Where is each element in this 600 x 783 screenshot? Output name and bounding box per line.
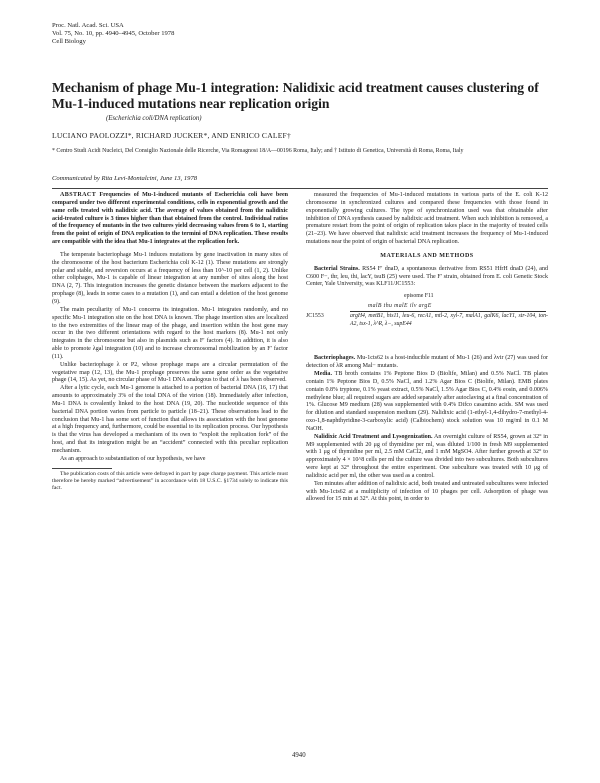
intro-paragraph-2: The main peculiarity of Mu-1 concerns its integration. Mu-1 integrates randomly, and no specific Mu-1 integration site on the host DNA is known. The phage insertion sites are localized to the two extremities of the linear map of the phage, and insertion within the host gene may occur in the two different orientations with regard to the host markers (8). Mu-1 not only integrates in the chromosome but also in plasmids such as F′ factors (4). In addition, it is also able to promote λgal integration (10) and to increase chromosomal mobilization by an F′ factor (11). [52, 306, 288, 360]
bacteriophages-lead: Bacteriophages. [314, 355, 356, 362]
nalidixic-lead: Nalidixic Acid Treatment and Lysogenization. [314, 433, 433, 440]
author-affiliation: * Centro Studi Acidi Nucleici, Del Consiglio Nazionale delle Ricerche, Via Romagnosi 18/A—00196 Roma, Italy; and † Istituto di Genetica, Università di Roma, Roma, Italy [52, 148, 464, 154]
map-genotype: argH4, metB1, his11, leu-6, recA1, mtl-2, xyl-7, malA1, galK6, lacY1, str-104, ton-A2, tsx-1, λ^R, λ−, supE44 [350, 313, 548, 327]
bacterial-strains-lead: Bacterial Strains. [314, 265, 360, 272]
nalidixic-text: An overnight culture of RS54, grown at 32° in M9 supplemented with 20 μg of thymidine per ml, was diluted 1/100 in fresh M9 supplemented with 1 μg of thymidine per ml, 2.5 mM CaCl2, and 1 mM MgSO4. After further growth at 32° to approximately 4 × 10^8 cells per ml the culture was divided into two subcultures. Both subcultures were kept at 32° throughout the entire experiment. One subculture was treated with 10 μg of nalidixic acid per ml, the other was used as a control. [306, 433, 548, 479]
bacteriophages-text: Mu-1cts62 is a host-inducible mutant of Mu-1 (26) and λvir (27) was used for detection of λR among Mal− mutants. [306, 355, 548, 370]
communicated-by: Communicated by Rita Levi-Montalcini, June 13, 1978 [52, 175, 198, 182]
bacterial-strains-paragraph [306, 266, 548, 290]
journal-name: Proc. Natl. Acad. Sci. USA [52, 22, 124, 29]
genetic-map [306, 293, 548, 349]
article-subtitle: (Escherichia coli/DNA replication) [106, 115, 202, 122]
journal-volume: Vol. 75, No. 10, pp. 4940–4945, October 1978 [52, 30, 175, 37]
nalidixic-continuation: Ten minutes after addition of nalidixic acid, both treated and untreated subcultures were infected with Mu-1cts62 at a multiplicity of infection of 10 phages per cell. Adsorption of phage was allowed for 15 min at 32°. At this point, in order to [306, 480, 548, 503]
header-divider [52, 188, 548, 189]
methods-heading: MATERIALS AND METHODS [380, 252, 474, 259]
left-column [52, 192, 288, 492]
footnote-divider [52, 468, 112, 469]
map-strain-label: JC1553 [306, 313, 324, 320]
intro-paragraph-4: After a lytic cycle, each Mu-1 genome is attached to a portion of bacterial DNA (16, 17) that amounts to approximately 3% of the total DNA of the virion (18). Immediately after infection, Mu-1 DNA is covalently linked to the host DNA (19, 20). The nucleotide sequence of this bacterial DNA portion varies from particle to particle (18–21). These observations lead to the conclusion that Mu-1 has some sort of function that allows its association with the host genome at a high frequency and, furthermore, could be essential to its replication process. Our hypothesis is that the virus has developed a mechanism of its own to “exploit the replication fork” of the host, and that its integration might be an “accident” connected with this peculiar replication mechanism. [52, 385, 288, 454]
publication-footnote: The publication costs of this article were defrayed in part by page charge payment. This article must therefore be hereby marked “advertisement” in accordance with 18 U.S.C. §1734 solely to indicate this fact. [52, 470, 288, 492]
intro-continuation: measured the frequencies of Mu-1-induced mutations in various parts of the E. coli K-12 chromosome in synchronized cultures and compared these frequencies with those found in exponentially growing cultures. The type of synchronization used was that obtainable after inhibition of DNA synthesis caused by nalidixic acid treatment. When such inhibition is removed, a premature restart from the point of origin of replication takes place in the majority of treated cells (21–23). We have observed that nalidixic acid treatment increases the frequency of Mu-1-induced mutations near the point of origin of bacterial DNA replication. [306, 192, 548, 246]
bacterial-strains-text: RS54 F′ dnaD, a spontaneous derivative from RS51 HfrH dnaD (24), and C600 F−, thr, leu, thi, lacY, tsuB (25) were used. The F′ strain, obtained from E. coli Genetic Stock Center, Yale University, was KLF11/JC1553: [306, 265, 548, 288]
journal-header [52, 22, 174, 46]
map-gene-labels: malB thu malE ilv argE [368, 303, 432, 310]
abstract-label: ABSTRACT [60, 192, 97, 198]
map-episome-label: episome F11 [404, 293, 434, 300]
intro-paragraph-3: Unlike bacteriophage λ or P2, whose prophage maps are a circular permutation of the vegetative map (12, 13), the Mu-1 prophage preserves the same gene order as the vegetative phage (14, 15). As yet, no circular phase of Mu-1 DNA analogous to that of λ has been observed. [52, 361, 288, 384]
bacteriophages-paragraph [306, 355, 548, 371]
author-list: LUCIANO PAOLOZZI*, RICHARD JUCKER*, AND ENRICO CALEF† [52, 131, 291, 140]
right-column [306, 192, 548, 504]
intro-paragraph-5: As an approach to substantiation of our hypothesis, we have [60, 455, 206, 462]
abstract [52, 192, 288, 247]
page-number: 4940 [292, 752, 306, 759]
media-lead: Media. [314, 370, 332, 377]
journal-section: Cell Biology [52, 38, 86, 45]
media-text: TB broth contains 1% Peptone Bios D (Biolife, Milan) and 0.5% NaCl. TB plates contain 1% Peptone Bios D, 0.5% NaCl, and 1.2% Agar Bios C (Biolife, Milan). EMB plates contain 0.8% tryptone, 0.1% yeast extract, 0.5% NaCl, 1.5% Agar Bios C, 0.4% eosin, and 0.006% methylene blue; all required sugars are added separately after autoclaving at a final concentration of 1%. Glucose M9 medium (28) was supplemented with 0.4% Difco casamino acids. SM was used for dilution and standard suspension medium (29). Nalidixic acid (1-ethyl-1,4-dihydro-7-methyl-4-oxo-1,8-naphthyridine-3-carboxylic acid) (Calbiochem) stock solution was 10 mg/ml in 0.1 M NaOH. [306, 370, 548, 432]
abstract-text: Frequencies of Mu-1-induced mutants of Escherichia coli have been compared under two different experimental conditions, cells in exponential growth and the same cells treated with nalidixic acid. The average of values obtained from the nalidixic acid-treated culture is 3 times higher than that obtained from the control. Individual ratios of the frequency of mutants in the two cultures yield decreasing values from 6 to 1, starting from the point of origin of DNA replication to the termini of DNA replication. These results are compatible with the idea that Mu-1 integrates at the replication fork. [52, 192, 288, 246]
intro-paragraph-1: The temperate bacteriophage Mu-1 induces mutations by gene inactivation in many sites of the chromosome of the host bacterium Escherichia coli K-12 (1). These mutations are strongly polar and stable, and reversion occurs at a frequency of less than 10^-10 per cell (1, 2). Unlike other coliphages, Mu-1 is capable of linear integration at any number of sites along the host DNA (2, 7). This integration increases the genetic distance between the markers adjacent to the prophage (8), leads in some cases to a mutation (1), and can entail a deletion of the host genome (9). [52, 251, 288, 305]
media-paragraph [306, 371, 548, 434]
nalidixic-paragraph [306, 434, 548, 481]
article-title: Mechanism of phage Mu-1 integration: Nalidixic acid treatment causes clustering of Mu-1-induced mutations near replication origin [52, 80, 539, 111]
